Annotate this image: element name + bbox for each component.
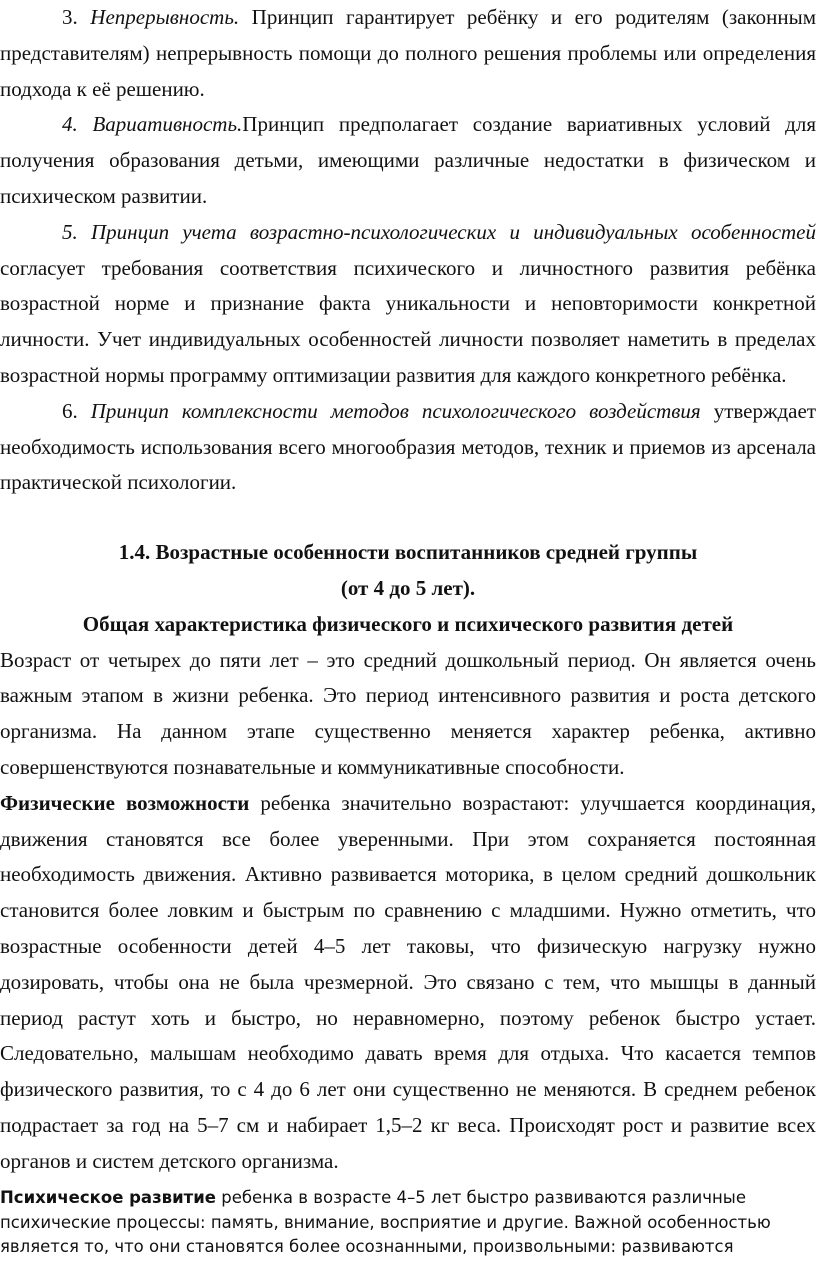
principle-title: Принцип комплексности методов психологического воздействия	[90, 398, 701, 423]
item-number: 4.	[62, 112, 78, 137]
physical-label: Физические возможности	[0, 790, 250, 815]
principle-item-3	[0, 0, 816, 107]
psych-block	[0, 1186, 816, 1260]
physical-text: ребенка значительно возрастают: улучшается координация, движения становятся все более уверенными. При этом сохраняется постоянная необходимость движения. Активно развивается моторика, в целом средний дошкольник становится более ловким и быстрым по сравнению с младшими. Нужно отметить, что возрастные особенности детей 4–5 лет таковы, что физическую нагрузку нужно дозировать, чтобы она не была чрезмерной. Это связано с тем, что мышцы в данный период растут хоть и быстро, но неравномерно, поэтому ребенок быстро устает. Следовательно, малышам необходимо давать время для отдыха. Что касается темпов физического развития, то с 4 до 6 лет они существенно не меняются. В среднем ребенок подрастает за год на 5–7 см и набирает 1,5–2 кг веса. Происходят рост и развитие всех органов и систем детского организма.	[0, 790, 816, 1173]
physical-paragraph	[0, 786, 816, 1180]
principle-item-6	[0, 394, 816, 501]
principle-item-5	[0, 215, 816, 394]
psych-label: Психическое развитие	[0, 1188, 216, 1207]
subheading: Общая характеристика физического и психического развития детей	[82, 611, 734, 636]
psych-text: ребенка в возрасте 4–5 лет быстро развиваются различные психические процессы: память, внимание, восприятие и другие. Важной особенностью является то, что они становятся более осознанными, произвольными: развиваются	[0, 1188, 771, 1256]
principle-title: Непрерывность.	[90, 5, 240, 29]
item-number: 5.	[62, 219, 78, 244]
principle-text: согласует требования соответствия психического и личностного развития ребёнка возрастной норме и признание факта уникальности и неповторимости конкретной личности. Учет индивидуальных особенностей личности позволяет наметить в пределах возрастной нормы программу оптимизации развития для каждого конкретного ребёнка.	[0, 255, 816, 387]
psych-paragraph	[0, 1186, 816, 1260]
principle-text: Принцип гарантирует ребёнку и его родителям (законным представителям) непрерывность помощи до полного решения проблемы или определения подхода к её решению.	[0, 5, 816, 101]
item-number: 3.	[62, 5, 78, 29]
principle-title: Принцип учета возрастно-психологических и индивидуальных особенностей	[91, 219, 816, 244]
section-heading-age: (от 4 до 5 лет).	[340, 575, 476, 600]
item-number: 6.	[62, 398, 78, 423]
principle-title: Вариативность.	[92, 112, 243, 137]
intro-paragraph: Возраст от четырех до пяти лет – это средний дошкольный период. Он является очень важным этапом в жизни ребенка. Это период интенсивного развития и роста детского организма. На данном этапе существенно меняется характер ребенка, активно совершенствуются познавательные и коммуникативные способности.	[0, 647, 816, 779]
section-heading: 1.4. Возрастные особенности воспитанников средней группы	[118, 540, 698, 565]
principle-text: утверждает необходимость использования всего многообразия методов, техник и приемов из арсенала практической психологии.	[0, 398, 816, 495]
spacer	[0, 501, 816, 535]
principle-text: Принцип предполагает создание вариативных условий для получения образования детьми, имеющими различные недостатки в физическом и психическом развитии.	[0, 112, 816, 208]
principle-item-4	[0, 107, 816, 214]
